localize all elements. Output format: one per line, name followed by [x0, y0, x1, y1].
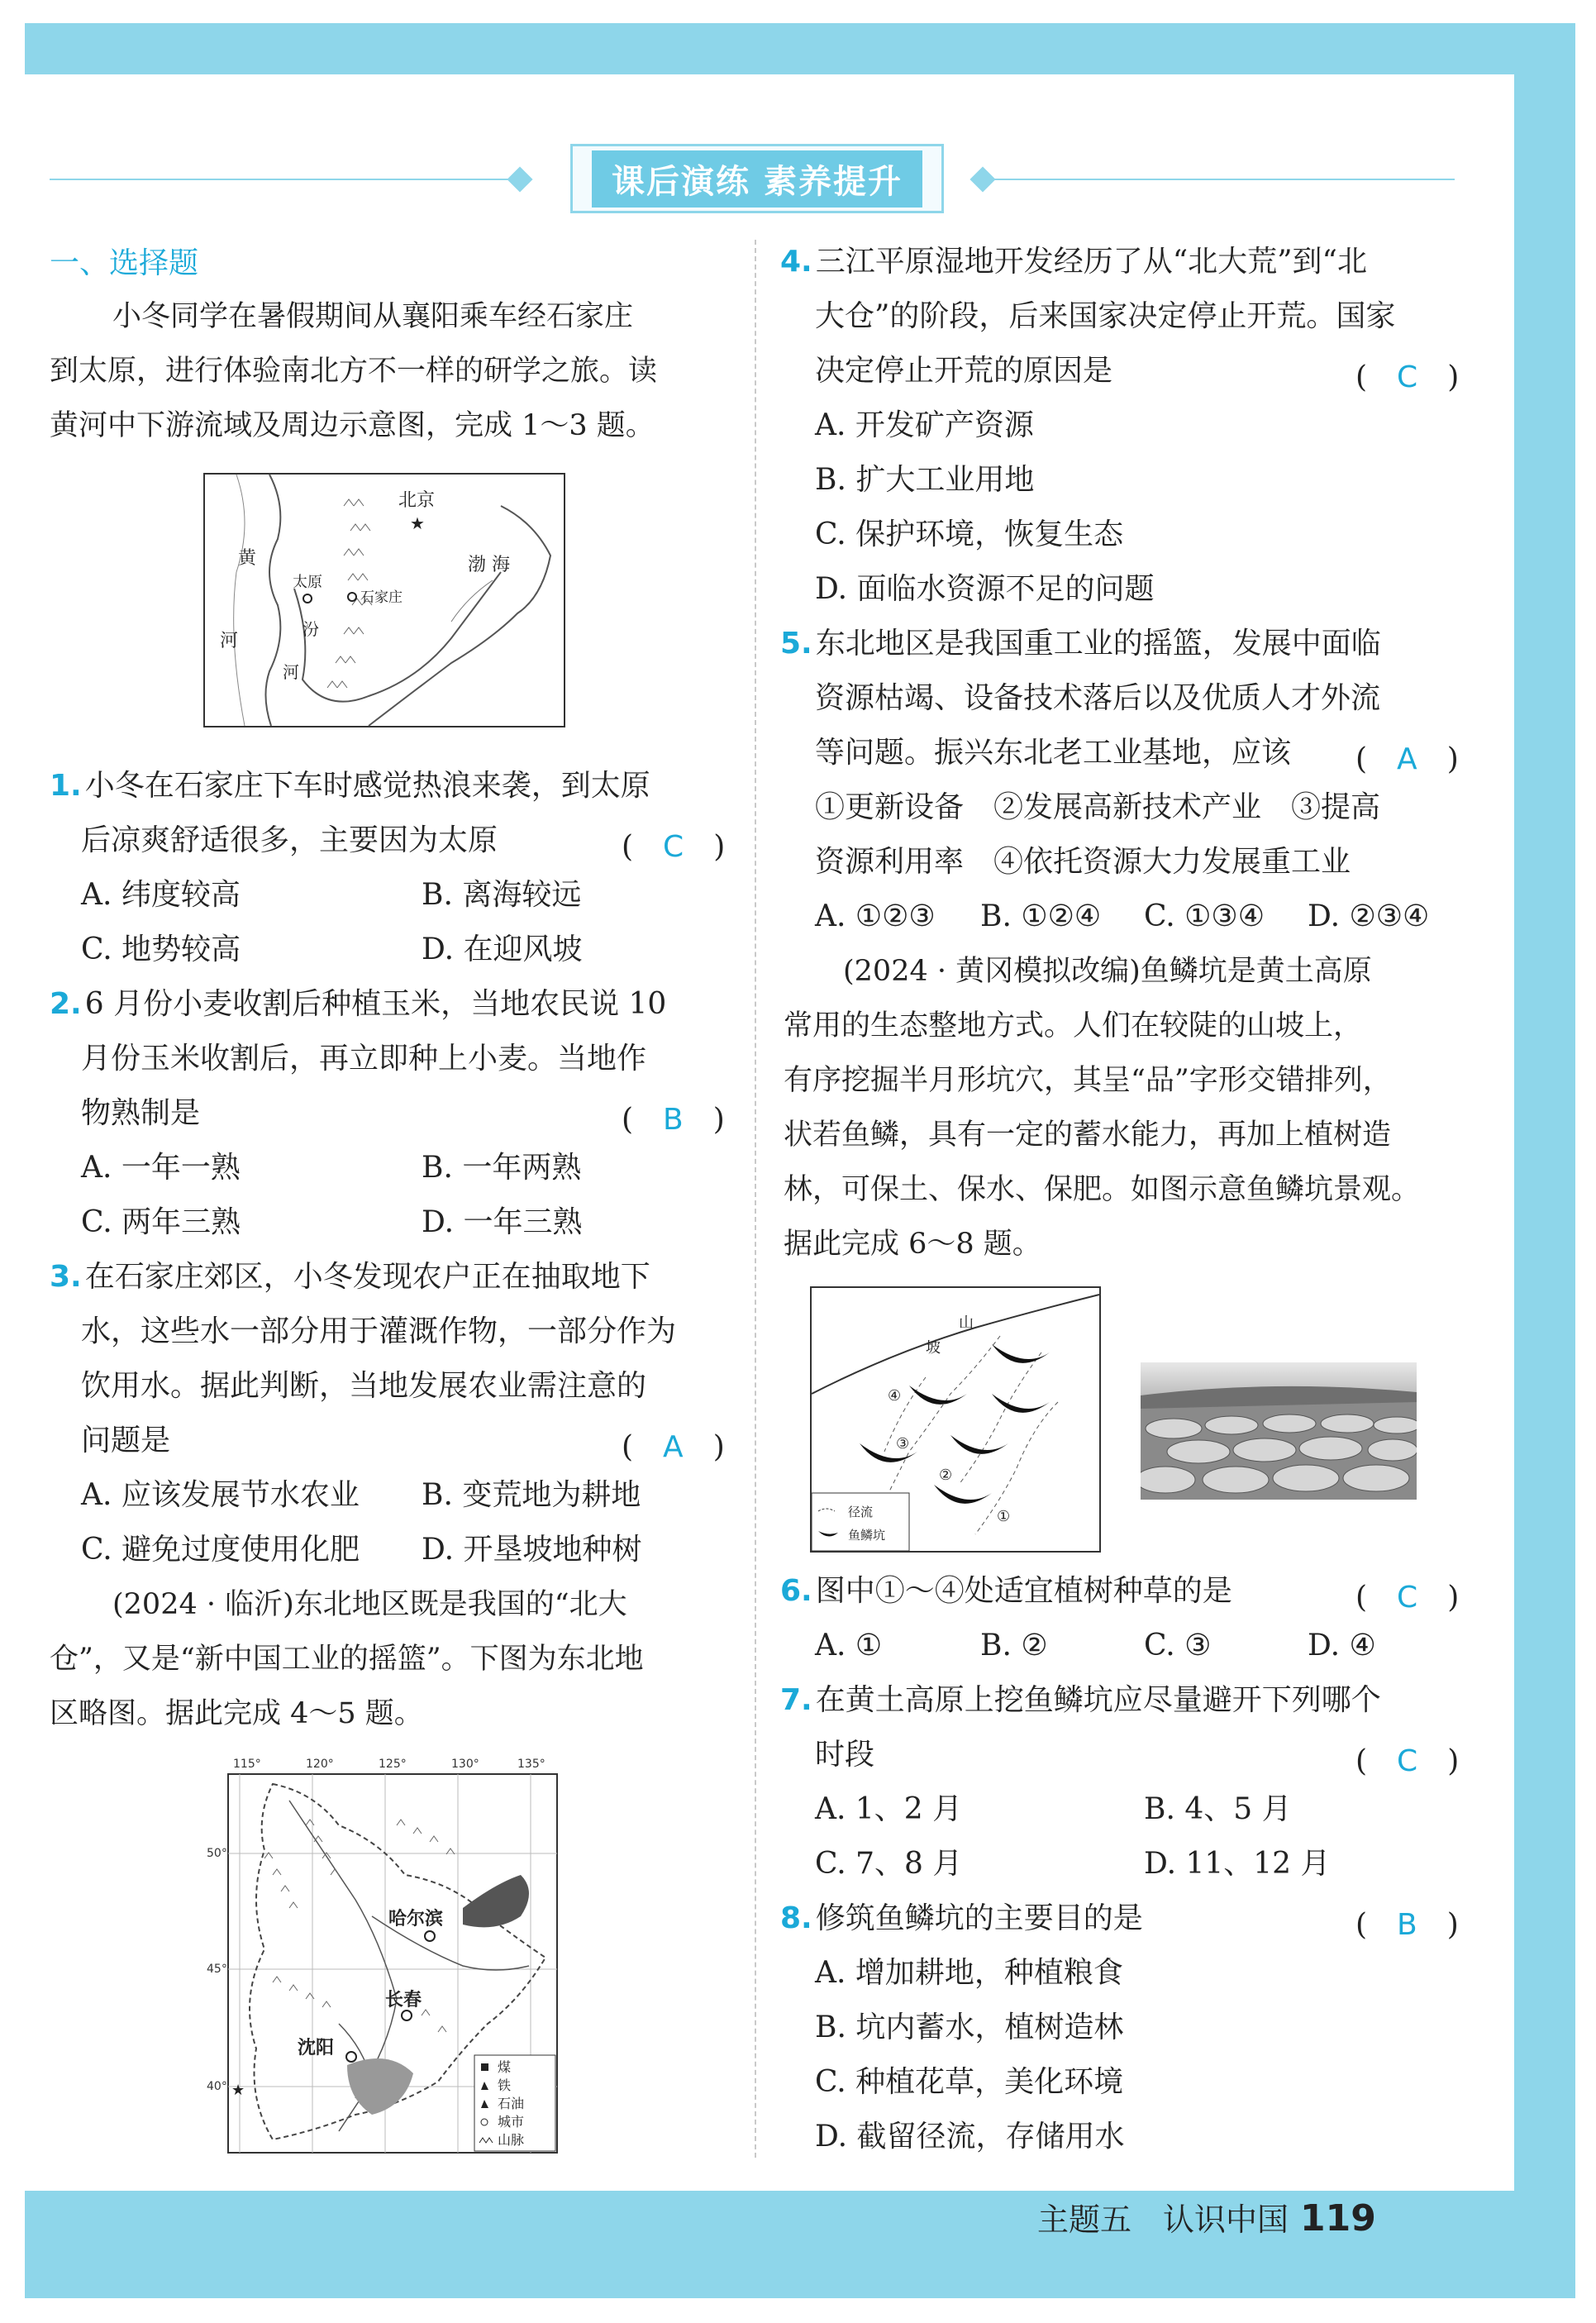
lon-label: 125° [379, 1758, 407, 1771]
intro-line: 常用的生态整地方式。人们在较陡的山坡上， [784, 1009, 1363, 1042]
question-text: 资源利用率 ④依托资源大力发展重工业 [815, 845, 1351, 879]
huang-label: 黄 [238, 548, 257, 569]
legend-pit: 鱼鳞坑 [848, 1528, 886, 1543]
lat-label: 50° [207, 1847, 227, 1860]
point-2-label: ② [939, 1467, 953, 1484]
option: B. ② [980, 1629, 1048, 1662]
legend-city: 城市 [498, 2114, 525, 2130]
question-text: 在黄土高原上挖鱼鳞坑应尽量避开下列哪个 [815, 1683, 1381, 1717]
intro-line: 有序挖掘半月形坑穴，其呈“品”字形交错排列， [784, 1064, 1392, 1097]
option: B. 扩大工业用地 [815, 463, 1035, 497]
legend-runoff: 径流 [848, 1505, 874, 1519]
option: C. ①③④ [1144, 899, 1265, 933]
question-5 [780, 617, 1381, 671]
answer-bracket: ( A ) [1355, 742, 1459, 776]
question-number: 6. [780, 1574, 812, 1608]
intro-line: (2024 · 黄冈模拟改编)鱼鳞坑是黄土高原 [843, 955, 1372, 988]
question-text: 饮用水。据此判断，当地发展农业需注意的 [81, 1369, 647, 1403]
question-number: 4. [780, 245, 812, 279]
option: D. ②③④ [1308, 899, 1430, 933]
legend-mountain: 山脉 [498, 2132, 525, 2148]
answer-value: A [663, 1430, 684, 1464]
intro-line: 区略图。据此完成 4～5 题。 [50, 1697, 423, 1730]
shijiazhuang-label: 石家庄 [360, 589, 403, 606]
answer-value: A [1397, 742, 1417, 776]
intro-line: 小冬同学在暑假期间从襄阳乘车经石家庄 [112, 300, 634, 333]
question-text: 大仓”的阶段，后来国家决定停止开荒。国家 [815, 299, 1396, 333]
answer-value: B [663, 1103, 684, 1137]
harbin-label: 哈尔滨 [388, 1909, 444, 1929]
question-number: 1. [50, 769, 82, 803]
topic-label: 主题五 认识中国 [1037, 2201, 1289, 2238]
option: A. 一年一熟 [81, 1151, 241, 1185]
northeast-china-map [190, 1751, 562, 2156]
option: B. 变荒地为耕地 [422, 1478, 641, 1512]
changchun-label: 长春 [385, 1990, 422, 2011]
he-label: 河 [220, 631, 239, 651]
diamond-icon [507, 166, 532, 192]
question-number: 3. [50, 1260, 82, 1294]
option: D. ④ [1308, 1629, 1376, 1662]
answer-value: C [663, 830, 684, 864]
option: C. 地势较高 [81, 933, 241, 966]
option: A. 开发矿产资源 [815, 408, 1034, 442]
answer-bracket: ( B ) [1355, 1908, 1459, 1942]
question-text: 问题是 [81, 1424, 171, 1457]
option: D. 截留径流，存储用水 [815, 2120, 1125, 2154]
section-banner [570, 144, 944, 213]
intro-line: 状若鱼鳞，具有一定的蓄水能力，再加上植树造 [784, 1119, 1392, 1152]
star-icon: ★ [410, 513, 425, 533]
option: B. 坑内蓄水，植树造林 [815, 2011, 1124, 2044]
intro-line: 黄河中下游流域及周边示意图，完成 1～3 题。 [50, 409, 655, 442]
question-1 [50, 759, 650, 813]
question-6 [780, 1564, 1232, 1619]
fen-label: 汾 [303, 619, 319, 639]
page-number: 119 [1300, 2197, 1376, 2240]
question-number: 7. [780, 1683, 812, 1717]
answer-bracket: ( C ) [1355, 1581, 1460, 1615]
question-text: 三江平原湿地开发经历了从“北大荒”到“北 [815, 245, 1367, 279]
bohai-label: 渤 海 [468, 555, 510, 575]
question-text: 水，这些水一部分用于灌溉作物，一部分作为 [81, 1314, 677, 1348]
lon-label: 115° [233, 1758, 261, 1771]
option: D. 在迎风坡 [422, 933, 583, 966]
point-1-label: ① [997, 1508, 1011, 1525]
option: C. 避免过度使用化肥 [81, 1533, 360, 1567]
question-text: 6 月份小麦收割后种植玉米，当地农民说 10 [84, 987, 667, 1021]
intro-line: 到太原，进行体验南北方不一样的研学之旅。读 [50, 355, 658, 388]
option: A. 应该发展节水农业 [81, 1478, 360, 1512]
answer-bracket: ( C ) [1355, 360, 1460, 394]
question-3 [50, 1250, 650, 1305]
shan-label: 山 [959, 1314, 974, 1332]
question-text: 月份玉米收割后，再立即种上小麦。当地作 [81, 1042, 647, 1076]
page-footer [1037, 2194, 1376, 2240]
legend-iron: 铁 [498, 2077, 512, 2093]
question-text: 小冬在石家庄下车时感觉热浪来袭，到太原 [84, 769, 650, 803]
legend-coal: 煤 [498, 2059, 512, 2075]
star-icon: ★ [231, 2082, 245, 2099]
banner-line-right [992, 179, 1455, 180]
option: C. 两年三熟 [81, 1205, 241, 1239]
point-3-label: ③ [896, 1435, 910, 1452]
answer-value: B [1397, 1908, 1417, 1942]
option: B. 离海较远 [422, 878, 582, 912]
fish-scale-pit-photo [1141, 1362, 1417, 1500]
column-divider [755, 240, 756, 2158]
option: D. 一年三熟 [422, 1205, 583, 1239]
question-number: 2. [50, 987, 82, 1021]
intro-line: 据此完成 6～8 题。 [784, 1228, 1041, 1261]
question-text: 修筑鱼鳞坑的主要目的是 [815, 1901, 1143, 1935]
question-4 [780, 235, 1367, 289]
question-text: 资源枯竭、设备技术落后以及优质人才外流 [815, 681, 1381, 715]
question-2 [50, 977, 666, 1032]
intro-line: 林，可保土、保水、保肥。如图示意鱼鳞坑景观。 [784, 1173, 1421, 1206]
question-number: 5. [780, 627, 812, 661]
option: B. 一年两熟 [422, 1151, 582, 1185]
question-text: 等问题。振兴东北老工业基地，应该 [815, 736, 1292, 770]
question-text: 时段 [815, 1738, 875, 1772]
question-text: 物熟制是 [81, 1096, 201, 1130]
lon-label: 135° [517, 1758, 545, 1771]
point-4-label: ④ [888, 1387, 902, 1405]
question-text: 后凉爽舒适很多，主要因为太原 [81, 823, 498, 857]
po-label: 坡 [926, 1339, 941, 1357]
question-number: 8. [780, 1901, 812, 1935]
lon-label: 130° [451, 1758, 479, 1771]
fish-scale-pit-diagram [810, 1286, 1101, 1553]
banner-title: 课后演练 素养提升 [592, 150, 922, 207]
answer-value: C [1397, 1581, 1418, 1615]
right-border [1514, 23, 1575, 2298]
intro-line: (2024 · 临沂)东北地区既是我国的“北大 [112, 1588, 627, 1621]
option: C. 种植花草，美化环境 [815, 2065, 1124, 2099]
option: D. 开垦坡地种树 [422, 1533, 642, 1567]
answer-bracket: ( B ) [622, 1103, 725, 1137]
he2-label: 河 [283, 662, 299, 682]
yellow-river-map [203, 473, 565, 727]
lon-label: 120° [306, 1758, 334, 1771]
beijing-label: 北京 [398, 490, 436, 511]
banner-line-left [50, 179, 512, 180]
option: B. 4、5 月 [1144, 1792, 1292, 1826]
intro-line: 仓”，又是“新中国工业的摇篮”。下图为东北地 [50, 1643, 644, 1676]
option: D. 11、12 月 [1144, 1847, 1331, 1881]
diamond-icon [970, 166, 995, 192]
question-text: 东北地区是我国重工业的摇篮，发展中面临 [815, 627, 1381, 661]
answer-bracket: ( C ) [622, 830, 726, 864]
answer-value: C [1397, 1744, 1418, 1778]
option: B. ①②④ [980, 899, 1102, 933]
question-text: ①更新设备 ②发展高新技术产业 ③提高 [815, 790, 1381, 824]
lat-label: 45° [207, 1963, 227, 1976]
option: C. ③ [1144, 1629, 1212, 1662]
option: D. 面临水资源不足的问题 [815, 572, 1155, 606]
question-text: 图中①～④处适宜植树种草的是 [815, 1574, 1232, 1608]
lat-label: 40° [207, 2080, 227, 2093]
answer-value: C [1397, 360, 1418, 394]
shenyang-label: 沈阳 [298, 2038, 335, 2058]
option: A. 纬度较高 [81, 878, 241, 912]
question-8 [780, 1891, 1143, 1946]
taiyuan-label: 太原 [293, 574, 322, 591]
question-text: 在石家庄郊区，小冬发现农户正在抽取地下 [84, 1260, 650, 1294]
question-text: 决定停止开荒的原因是 [815, 354, 1113, 388]
legend-oil: 石油 [498, 2096, 525, 2111]
option: A. ① [815, 1629, 883, 1662]
top-border [25, 23, 1575, 74]
section-title: 一、选择题 [50, 246, 199, 280]
option: C. 保护环境，恢复生态 [815, 518, 1124, 551]
question-7 [780, 1673, 1381, 1728]
option: A. 1、2 月 [815, 1792, 963, 1826]
option: C. 7、8 月 [815, 1847, 963, 1881]
answer-bracket: ( C ) [1355, 1744, 1460, 1778]
option: A. ①②③ [815, 899, 936, 933]
answer-bracket: ( A ) [622, 1430, 725, 1464]
option: A. 增加耕地，种植粮食 [815, 1956, 1123, 1990]
